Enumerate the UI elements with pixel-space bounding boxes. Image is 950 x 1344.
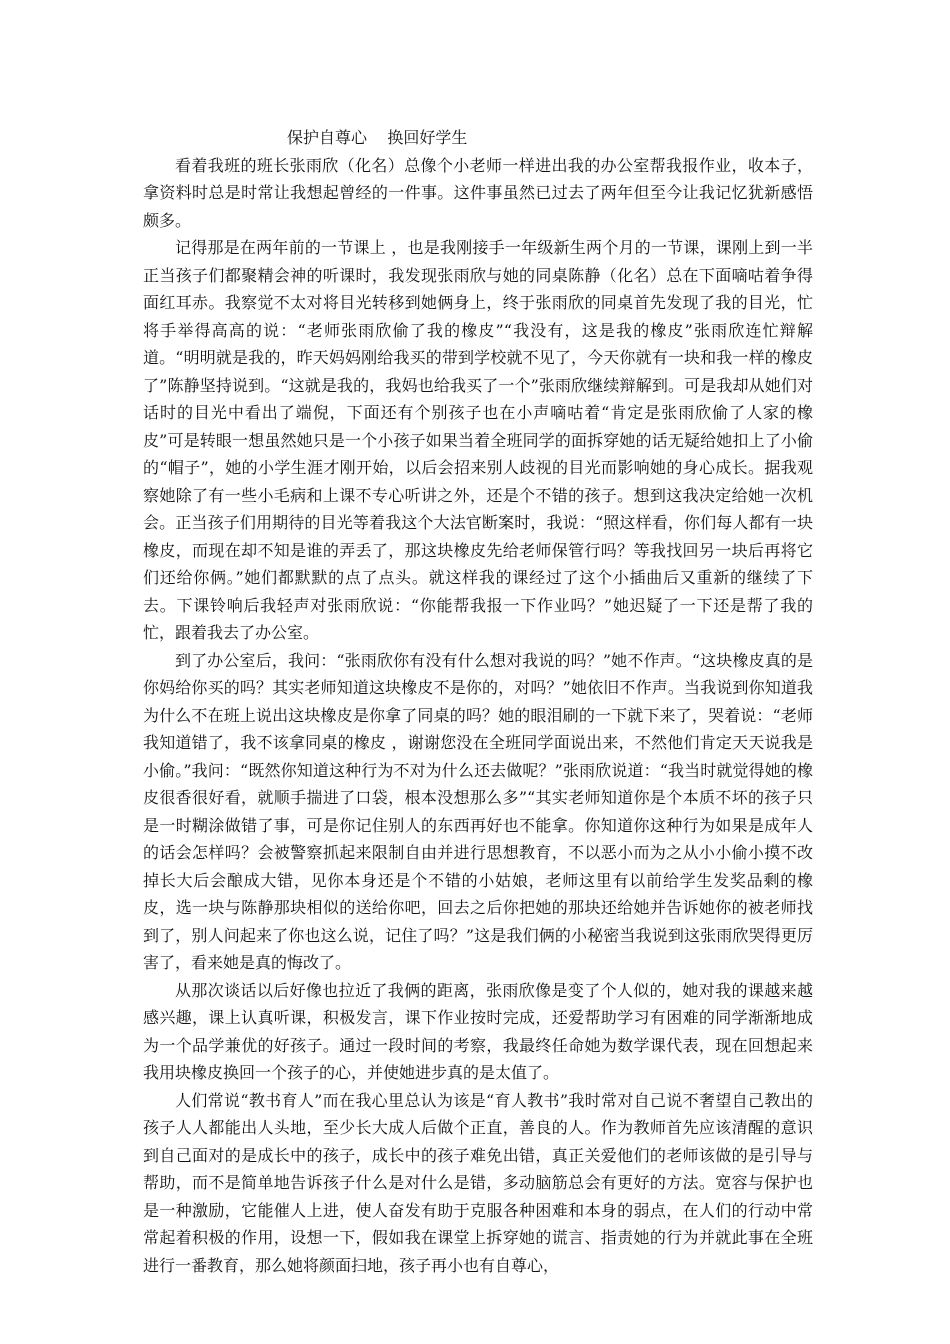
paragraph-5: 人们常说“教书育人”而在我心里总认为该是“育人教书”我时常对自己说不奢望自己教出的孩子人人都能出人头地，至少长大成人后做个正直，善良的人。作为教师首先应该清醒的意识到自己面对的是成长中的孩子，成长中的孩子难免出错，真正关爱他们的老师该做的是引导与帮助，而不是简单地告诉孩子什么是对什么是错，多动脑筋总会有更好的方法。宽容与保护也是一种激励，它能催人上进，使人奋发有助于克服各种困难和本身的弱点，在人们的行动中常常起着积极的作用，设想一下，假如我在课堂上拆穿她的谎言、指责她的行为并就此事在全班进行一番教育，那么她将颜面扫地，孩子再小也有自尊心， [143, 1090, 813, 1275]
document-body [143, 124, 813, 1279]
document-title: 保护自尊心 换回好学生 [287, 128, 468, 147]
paragraph-1: 看着我班的班长张雨欣（化名）总像个小老师一样进出我的办公室帮我报作业，收本子，拿资料时总是时常让我想起曾经的一件事。这件事虽然已过去了两年但至今让我记忆犹新感悟颇多。 [143, 155, 813, 230]
paragraph-4: 从那次谈话以后好像也拉近了我俩的距离，张雨欣像是变了个人似的，她对我的课越来越感兴趣，课上认真听课，积极发言，课下作业按时完成，还爱帮助学习有困难的同学渐渐地成为一个品学兼优的好孩子。通过一段时间的考察，我最终任命她为数学课代表，现在回想起来我用块橡皮换回一个孩子的心，并使她进步真的是太值了。 [143, 980, 813, 1082]
paragraph-3: 到了办公室后，我问：“张雨欣你有没有什么想对我说的吗？”她不作声。“这块橡皮真的是你妈给你买的吗？其实老师知道这块橡皮不是你的，对吗？”她依旧不作声。当我说到你知道我为什么不在班上说出这块橡皮是你拿了同桌的吗？她的眼泪刷的一下就下来了，哭着说：“老师我知道错了，我不该拿同桌的橡皮 ，谢谢您没在全班同学面说出来，不然他们肯定天天说我是小偷。”我问：“既然你知道这种行为不对为什么还去做呢？”张雨欣说道：“我当时就觉得她的橡皮很香很好看，就顺手揣进了口袋，根本没想那么多”“其实老师知道你是个本质不坏的孩子只是一时糊涂做错了事，可是你记住别人的东西再好也不能拿。你知道你这种行为如果是成年人的话会怎样吗？会被警察抓起来限制自由并进行思想教育，不以恶小而为之从小小偷小摸不改掉长大后会酿成大错，见你本身还是个不错的小姑娘，老师这里有以前给学生发奖品剩的橡皮，选一块与陈静那块相似的送给你吧，回去之后你把她的那块还给她并告诉她你的被老师找到了，别人问起来了你也这么说，记住了吗？”这是我们俩的小秘密当我说到这张雨欣哭得更厉害了，看来她是真的悔改了。 [143, 650, 813, 972]
paragraph-2: 记得那是在两年前的一节课上 ，也是我刚接手一年级新生两个月的一节课，课刚上到一半正当孩子们都聚精会神的听课时，我发现张雨欣与她的同桌陈静（化名）总在下面嘀咕着争得面红耳赤。我察觉不太对将目光转移到她俩身上，终于张雨欣的同桌首先发现了我的目光，忙将手举得高高的说：“老师张雨欣偷了我的橡皮”“我没有，这是我的橡皮”张雨欣连忙辩解道。“明明就是我的，昨天妈妈刚给我买的带到学校就不见了，今天你就有一块和我一样的橡皮了”陈静坚持说到。“这就是我的，我妈也给我买了一个”张雨欣继续辩解到。可是我却从她们对话时的目光中看出了端倪，下面还有个别孩子也在小声嘀咕着“肯定是张雨欣偷了人家的橡皮”可是转眼一想虽然她只是一个小孩子如果当着全班同学的面拆穿她的话无疑给她扣上了小偷的“帽子”，她的小学生涯才刚开始，以后会招来别人歧视的目光而影响她的身心成长。据我观察她除了有一些小毛病和上课不专心听讲之外，还是个不错的孩子。想到这我决定给她一次机会。正当孩子们用期待的目光等着我这个大法官断案时，我说：“照这样看，你们每人都有一块橡皮，而现在却不知是谁的弄丢了，那这块橡皮先给老师保管行吗？等我找回另一块后再将它们还给你俩。”她们都默默的点了点头。就这样我的课经过了这个小插曲后又重新的继续了下去。下课铃响后我轻声对张雨欣说：“你能帮我报一下作业吗？”她迟疑了一下还是帮了我的忙，跟着我去了办公室。 [143, 238, 813, 642]
